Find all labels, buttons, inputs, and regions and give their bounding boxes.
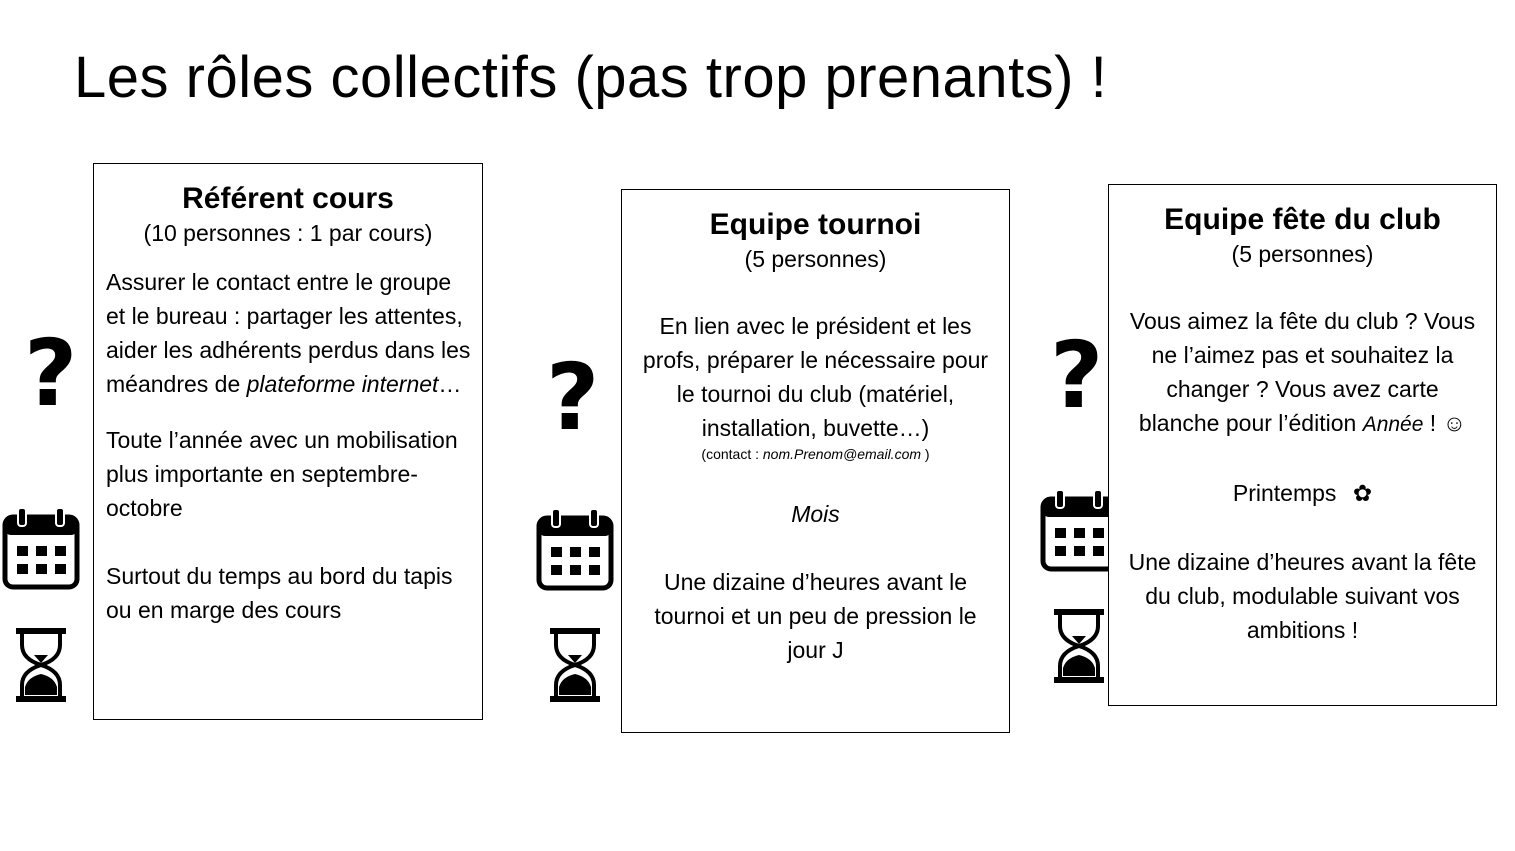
hourglass-icon [548,627,602,703]
card-description: Vous aimez la fête du club ? Vous ne l’aimez pas et souhaitez la changer ? Vous avez carte blanche pour l’édition Année ! ☺ [1129,308,1476,436]
card-description: En lien avec le président et les profs, préparer le nécessaire pour le tournoi du club (matériel, installation, buvette…) [642,313,989,441]
card-when: Toute l’année avec un mobilisation plus importante en septembre-octobre [106,427,458,521]
card-subtitle: (5 personnes) [1231,241,1374,267]
card-title: Référent cours [182,182,394,215]
flower-icon: ✿ [1352,481,1373,507]
card-title: Equipe fête du club [1164,203,1441,236]
contact-email: nom.Prenom@email.com [762,446,922,462]
card-contact: (contact : nom.Prenom@email.com ) [701,446,930,462]
hourglass-icon [14,627,68,703]
slide-title: Les rôles collectifs (pas trop prenants) ! [74,45,1108,110]
question-mark-icon: ? [1050,322,1104,429]
card-subtitle: (10 personnes : 1 par cours) [143,220,433,246]
card-when: Mois [791,501,840,527]
card-description: Assurer le contact entre le groupe et le bureau : partager les attentes, aider les adhérents perdus dans les méandres de plateforme internet… [106,269,471,397]
role-card-referent [93,163,483,720]
calendar-icon [536,507,614,591]
card-time: Une dizaine d’heures avant la fête du club, modulable suivant vos ambitions ! [1128,549,1477,643]
card-when: Printemps ✿ [1232,480,1373,507]
card-time: Surtout du temps au bord du tapis ou en marge des cours [106,563,453,623]
calendar-icon [2,506,80,590]
calendar-icon [1040,488,1118,572]
description-year: Année [1362,413,1424,436]
card-subtitle: (5 personnes) [744,246,887,272]
role-card-tournoi [621,189,1010,733]
card-title: Equipe tournoi [709,208,922,241]
hourglass-icon [1052,608,1106,684]
role-card-fete [1108,184,1497,706]
description-italic: plateforme internet [246,371,439,397]
question-mark-icon: ? [24,320,78,427]
question-mark-icon: ? [546,344,600,451]
card-time: Une dizaine d’heures avant le tournoi et un peu de pression le jour J [654,569,977,663]
